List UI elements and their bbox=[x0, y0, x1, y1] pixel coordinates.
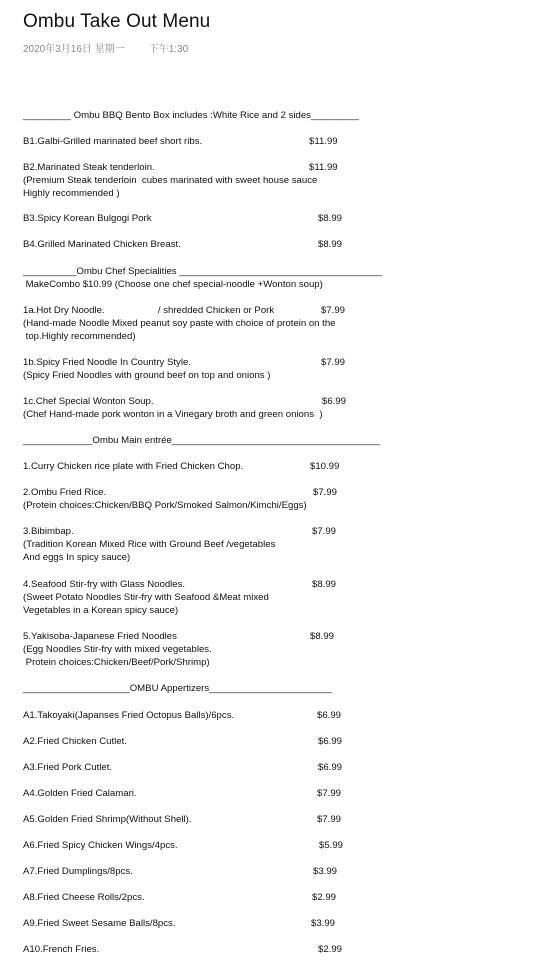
menu-item-description: (Premium Steak tenderloin cubes marinated with sweet house sauce bbox=[23, 175, 318, 186]
menu-item-name: B3.Spicy Korean Bulgogi Pork bbox=[23, 213, 152, 224]
menu-item-name: A9.Fried Sweet Sesame Balls/8pcs. bbox=[23, 918, 176, 929]
menu-item-price: $3.99 bbox=[311, 918, 336, 929]
menu-item-price: $11.99 bbox=[309, 136, 338, 147]
menu-item-description: (Egg Noodles Stir-fry with mixed vegetables. bbox=[23, 644, 212, 655]
menu-item-description: (Hand-made Noodle Mixed peanut soy paste with choice of protein on the bbox=[23, 318, 336, 329]
menu-item-description: Highly recommended ) bbox=[23, 188, 120, 199]
menu-item-name: 2.Ombu Fried Rice. bbox=[23, 487, 107, 498]
note-time: 下午1:30 bbox=[148, 44, 189, 55]
section-header: __________Ombu Chef Specialities ______________________________________ bbox=[23, 266, 383, 277]
note-date: 2020年3月16日 星期一 bbox=[23, 44, 125, 55]
menu-item-description: (Spicy Fried Noodles with ground beef on top and onions ) bbox=[23, 370, 271, 381]
menu-item-name: A7.Fried Dumplings/8pcs. bbox=[23, 866, 133, 877]
menu-item-name: A3.Fried Pork Cutlet. bbox=[23, 762, 113, 773]
menu-item-price: $7.99 bbox=[313, 487, 338, 498]
menu-item-price: $6.99 bbox=[317, 710, 342, 721]
menu-item-price: $2.99 bbox=[318, 944, 343, 955]
menu-item-price: $8.99 bbox=[318, 239, 343, 250]
menu-item-price: $10.99 bbox=[310, 461, 340, 472]
section-header: ____________________OMBU Appertizers_______________________ bbox=[23, 683, 332, 694]
menu-item-price: $8.99 bbox=[318, 213, 343, 224]
menu-item-price: $11.99 bbox=[309, 162, 338, 173]
menu-item-name: B2.Marinated Steak tenderloin. bbox=[23, 162, 155, 173]
menu-item-name: A5.Golden Fried Shrimp(Without Shell). bbox=[23, 814, 192, 825]
menu-item-name: A10.French Fries. bbox=[23, 944, 100, 955]
menu-item-name: 4.Seafood Stir-fry with Glass Noodles. bbox=[23, 579, 186, 590]
menu-item-price: $8.99 bbox=[310, 631, 335, 642]
menu-item-price: $7.99 bbox=[317, 814, 342, 825]
menu-item-description: top.Highly recommended) bbox=[23, 331, 136, 342]
menu-item-description: Vegetables in a Korean spicy sauce) bbox=[23, 605, 179, 616]
menu-item-description: (Sweet Potato Noodles Stir-fry with Seafood &Meat mixed bbox=[23, 592, 269, 603]
menu-item-price: $6.99 bbox=[318, 736, 343, 747]
menu-item-price: $6.99 bbox=[318, 762, 343, 773]
menu-item-name: 5.Yakisoba-Japanese Fried Noodles bbox=[23, 631, 177, 642]
menu-item-name: A8.Fried Cheese Rolls/2pcs. bbox=[23, 892, 145, 903]
menu-item-description: And eggs In spicy sauce) bbox=[23, 552, 131, 563]
menu-item-name: 1b.Spicy Fried Noodle In Country Style. bbox=[23, 357, 191, 368]
section-subheader: MakeCombo $10.99 (Choose one chef special-noodle +Wonton soup) bbox=[23, 279, 323, 290]
menu-item-description: (Tradition Korean Mixed Rice with Ground Beef /vegetables bbox=[23, 539, 276, 550]
menu-item-price: $8.99 bbox=[312, 579, 337, 590]
section-header: _________ Ombu BBQ Bento Box includes :White Rice and 2 sides_________ bbox=[23, 110, 360, 121]
menu-item-name: 3.Bibimbap. bbox=[23, 526, 74, 537]
page-title: Ombu Take Out Menu bbox=[23, 11, 211, 32]
section-header: _____________Ombu Main entrée_______________________________________ bbox=[23, 435, 380, 446]
menu-item-price: $7.99 bbox=[321, 357, 346, 368]
menu-item-price: $5.99 bbox=[319, 840, 344, 851]
menu-item-name: A6.Fried Spicy Chicken Wings/4pcs. bbox=[23, 840, 178, 851]
menu-item-price: $7.99 bbox=[321, 305, 346, 316]
menu-item-price: $6.99 bbox=[322, 396, 347, 407]
menu-item-description: (Protein choices:Chicken/BBQ Pork/Smoked Salmon/Kimchi/Eggs) bbox=[23, 500, 307, 511]
menu-item-price: $3.99 bbox=[313, 866, 338, 877]
menu-item-description: (Chef Hand-made pork wonton in a Vinegary broth and green onions ) bbox=[23, 409, 323, 420]
menu-item-price: $7.99 bbox=[312, 526, 337, 537]
menu-item-name: B4.Grilled Marinated Chicken Breast. bbox=[23, 239, 181, 250]
menu-item-price: $7.99 bbox=[317, 788, 342, 799]
menu-item-name: 1a.Hot Dry Noodle. / shredded Chicken or Pork bbox=[23, 305, 275, 316]
menu-item-price: $2.99 bbox=[312, 892, 337, 903]
menu-item-name: B1.Galbi-Grilled marinated beef short ribs. bbox=[23, 136, 203, 147]
menu-item-name: 1.Curry Chicken rice plate with Fried Chicken Chop. bbox=[23, 461, 244, 472]
menu-item-name: A2.Fried Chicken Cutlet. bbox=[23, 736, 127, 747]
menu-item-description: Protein choices:Chicken/Beef/Pork/Shrimp) bbox=[23, 657, 210, 668]
menu-item-name: A1.Takoyaki(Japanses Fried Octopus Balls)/6pcs. bbox=[23, 710, 235, 721]
menu-item-name: 1c.Chef Special Wonton Soup. bbox=[23, 396, 154, 407]
menu-item-name: A4.Golden Fried Calamari. bbox=[23, 788, 137, 799]
